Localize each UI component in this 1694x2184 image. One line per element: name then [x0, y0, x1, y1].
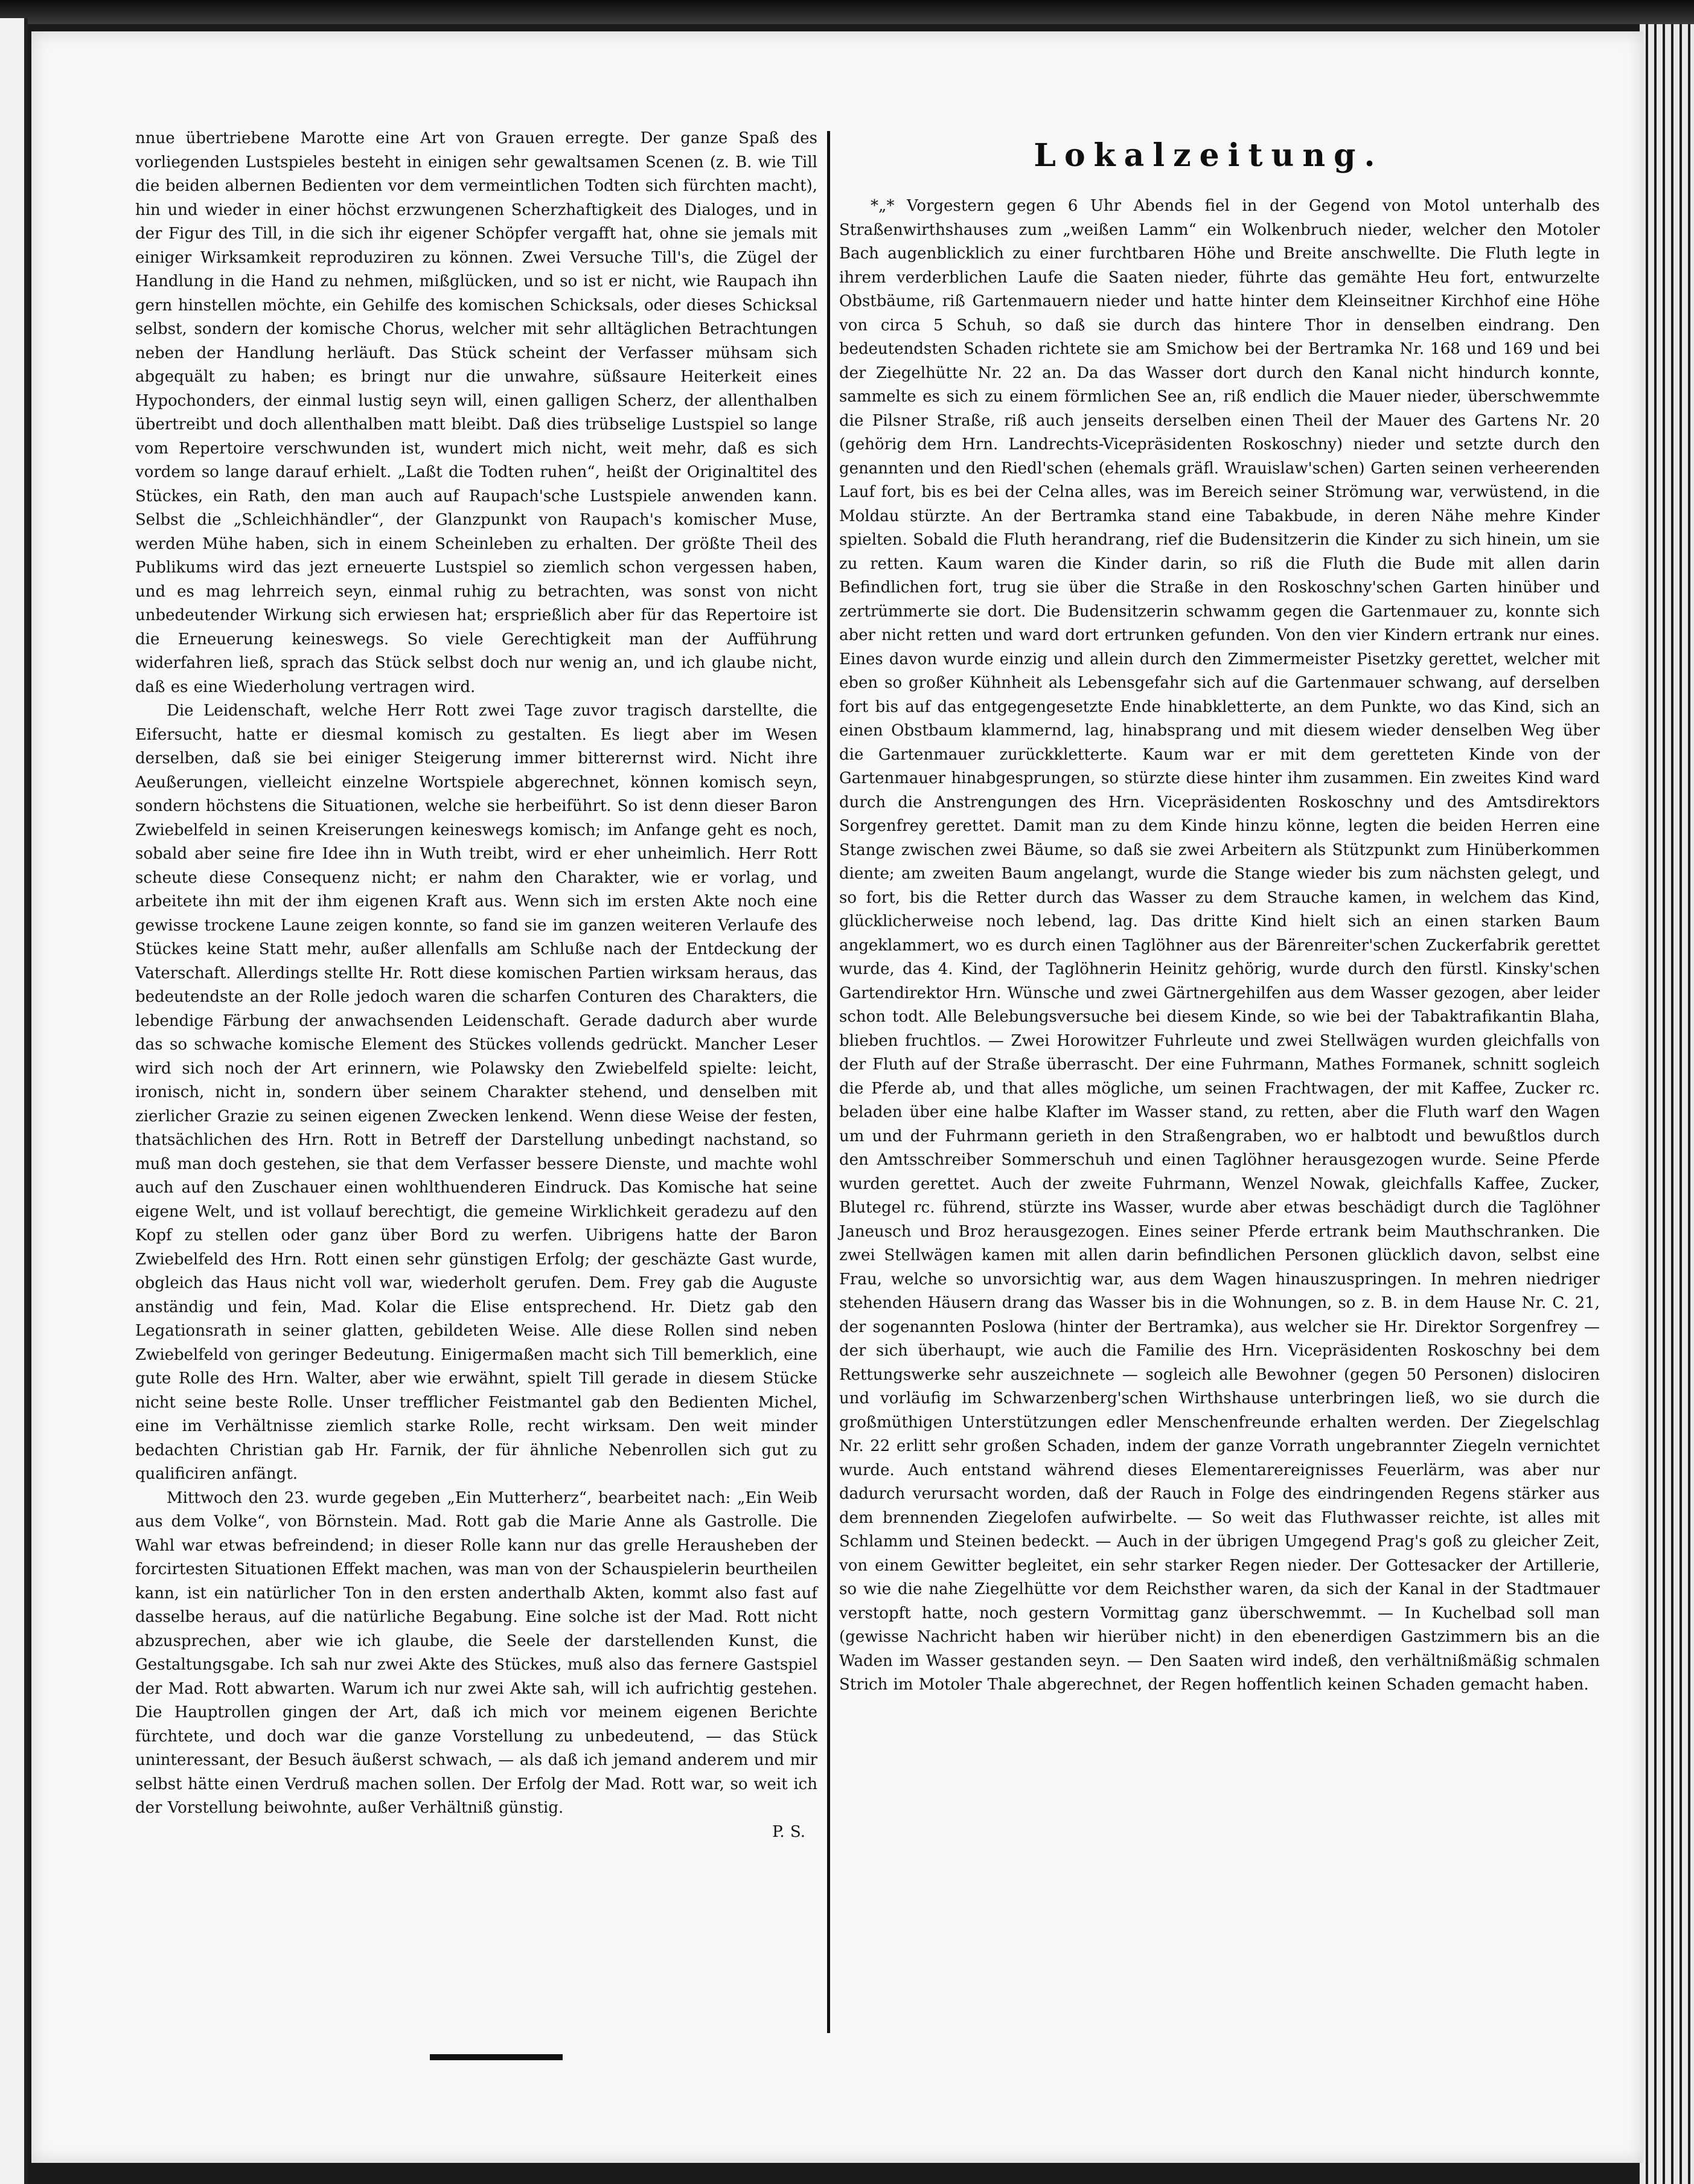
- scan-left-page-edge: [0, 18, 28, 2184]
- scan-top-edge: [0, 0, 1694, 24]
- left-column: [135, 127, 817, 1844]
- column-divider: [827, 131, 830, 2033]
- right-paragraph-1: *„* Vorgestern gegen 6 Uhr Abends fiel in der Gegend von Motol unterhalb des Straßenwirthshauses zum „weißen Lamm“ ein Wolkenbruch nieder, welcher den Motoler Bach augenblicklich zu einer furchtbaren Höhe und Breite anschwellte. Die Fluth legte in ihrem verderblichen Laufe die Saaten nieder, führte das gemähte Heu fort, entwurzelte Obstbäume, riß Gartenmauern nieder und hatte hinter dem Kleinseitner Kirchhof eine Höhe von circa 5 Schuh, so daß sie durch das hintere Thor in denselben eindrang. Den bedeutendsten Schaden richtete sie am Smichow bei der Bertramka Nr. 168 und 169 und bei der Ziegelhütte Nr. 22 an. Da das Wasser dort durch den Kanal nicht hindurch konnte, sammelte es sich zu einem förmlichen See an, riß endlich die Mauer nieder, überschwemmte die Pilsner Straße, riß auch jenseits derselben einen Theil der Mauer des Gartens Nr. 20 (gehörig dem Hrn. Landrechts-Vicepräsidenten Roskoschny) nieder und setzte durch den genannten und den Riedl'schen (ehemals gräfl. Wrauislaw'schen) Garten seinen verheerenden Lauf fort, bis es bei der Celna alles, was im Bereich seiner Strömung war, verwüstend, in die Moldau stürzte. An der Bertramka stand eine Tabakbude, in deren Nähe mehre Kinder spielten. Sobald die Fluth herandrang, rief die Budensitzerin die Kinder zu sich hinein, um sie zu retten. Kaum waren die Kinder darin, so riß die Fluth die Bude mit allen darin Befindlichen fort, trug sie über die Straße in den Roskoschny'schen Garten hinüber und zertrümmerte sie dort. Die Budensitzerin schwamm gegen die Gartenmauer zu, konnte sich aber nicht retten und ward dort ertrunken gefunden. Von den vier Kindern ertrank nur eines. Eines davon wurde einzig und allein durch den Zimmermeister Pisetzky gerettet, welcher mit eben so großer Kühnheit als Lebensgefahr sich auf die Gartenmauer schwang, auf derselben fort bis auf das entgegengesetzte Ende hinabkletterte, an dem Punkte, wo das Kind, sich an einen Obstbaum klammernd, lag, hinabsprang und mit diesem wieder denselben Weg über die Gartenmauer zurückkletterte. Kaum war er mit dem geretteten Kinde von der Gartenmauer hinabgesprungen, so stürzte diese hinter ihm zusammen. Ein zweites Kind ward durch die Anstrengungen des Hrn. Vicepräsidenten Roskoschny und des Amtsdirektors Sorgenfrey gerettet. Damit man zu dem Kinde hinzu könne, legten die beiden Herren eine Stange zwischen zwei Bäume, so daß sie zwei Arbeitern als Stützpunkt zum Hinüberkommen diente; am zweiten Baum angelangt, wurde die Stange wieder bis zum nächsten gelegt, und so fort, bis die Retter durch das Wasser zu dem Strauche kamen, in welchem das Kind, glücklicherweise noch lebend, lag. Das dritte Kind hielt sich an einen starken Baum angeklammert, wo es durch einen Taglöhner aus der Bärenreiter'schen Zuckerfabrik gerettet wurde, das 4. Kind, der Taglöhnerin Heinitz gehörig, wurde durch den fürstl. Kinsky'schen Gartendirektor Hrn. Wünsche und zwei Gärtnergehilfen aus dem Wasser gezogen, aber leider schon todt. Alle Belebungsversuche bei diesem Kinde, so wie bei der Tabaktrafikantin Blaha, blieben fruchtlos. — Zwei Horowitzer Fuhrleute und zwei Stellwägen wurden gleichfalls von der Fluth auf der Straße überrascht. Der eine Fuhrmann, Mathes Formanek, schnitt sogleich die Pferde ab, und that alles mögliche, um seinen Frachtwagen, der mit Kaffee, Zucker rc. beladen über eine halbe Klafter im Wasser stand, zu retten, aber die Fluth warf den Wagen um und der Fuhrmann gerieth in den Straßengraben, wo er halbtodt und bewußtlos durch den Amtsschreiber Sommerschuh und einen Taglöhner herausgezogen wurde. Seine Pferde wurden gerettet. Auch der zweite Fuhrmann, Wenzel Nowak, gleichfalls Kaffee, Zucker, Blutegel rc. führend, stürzte ins Wasser, wurde aber etwas beschädigt durch die Taglöhner Janeusch und Broz herausgezogen. Eines seiner Pferde ertrank beim Mauthschranken. Die zwei Stellwägen kamen mit allen darin befindlichen Personen glücklich davon, selbst eine Frau, welche so unvorsichtig war, aus dem Wagen hinauszuspringen. In mehren niedriger stehenden Häusern drang das Wasser bis in die Wohnungen, so z. B. in dem Hause Nr. C. 21, der sogenannten Poslowa (hinter der Bertramka), aus welcher sie Hr. Direktor Sorgenfrey — der sich überhaupt, wie auch die Familie des Hrn. Vicepräsidenten Roskoschny bei dem Rettungswerke sehr auszeichnete — sogleich alle Bewohner (gegen 50 Personen) dislociren und vorläufig im Schwarzenberg'schen Wirthshause unterbringen ließ, wo sie durch die großmüthigen Unterstützungen edler Menschenfreunde erhalten werden. Der Ziegelschlag Nr. 22 erlitt sehr großen Schaden, indem der ganze Vorrath ungebrannter Ziegeln vernichtet wurde. Auch entstand während dieses Elementarereignisses Feuerlärm, was aber nur dadurch verursacht worden, daß der Rauch in Folge des eindringenden Regens stärker aus dem brennenden Ziegelofen aufwirbelte. — So weit das Fluthwasser reichte, ist alles mit Schlamm und Steinen bedeckt. — Auch in der übrigen Umgegend Prag's goß zu gleicher Zeit, von einem Gewitter begleitet, ein sehr starker Regen nieder. Der Gottesacker der Artillerie, so wie die nahe Ziegelhütte vor dem Reichsther waren, da sich der Kanal in der Stadtmauer verstopft hatte, noch gestern Vormittag ganz überschwemmt. — In Kuchelbad soll man (gewisse Nachricht haben wir hierüber nicht) in den ebenerdigen Gastzimmern bis an die Waden im Wasser gestanden seyn. — Den Saaten wird indeß, den verhältnißmäßig schmalen Strich im Motoler Thale abgerechnet, der Regen hoffentlich keinen Schaden gemacht haben.: [839, 197, 1600, 1694]
- article-end-rule: [430, 2054, 563, 2060]
- section-heading: Lokalzeitung.: [1034, 137, 1384, 174]
- left-paragraph-3: Mittwoch den 23. wurde gegeben „Ein Mutterherz“, bearbeitet nach: „Ein Weib aus dem Volke“, von Börnstein. Mad. Rott gab die Marie Anne als Gastrolle. Die Wahl war etwas befreindend; in dieser Rolle kann nur das grelle Herausheben der forcirtesten Situationen Effekt machen, was man von der Schauspielerin beurtheilen kann, ist ein natürlicher Ton in den ersten anderthalb Akten, kommt also fast auf dasselbe heraus, auf die natürliche Begabung. Eine solche ist der Mad. Rott nicht abzusprechen, aber wie ich glaube, die Seele der darstellenden Kunst, die Gestaltungsgabe. Ich sah nur zwei Akte des Stückes, muß also das fernere Gastspiel der Mad. Rott abwarten. Warum ich nur zwei Akte sah, will ich aufrichtig gestehen. Die Hauptrollen gingen der Art, daß ich mich vor meinem eigenen Berichte fürchtete, und doch war die ganze Vorstellung zu unbedeutend, — das Stück uninteressant, der Besuch äußerst schwach, — als daß ich jemand anderem und mir selbst hätte einen Verdruß machen sollen. Der Erfolg der Mad. Rott war, so weit ich der Vorstellung beiwohnte, außer Verhältniß günstig.: [135, 1488, 817, 1817]
- scan-right-page-stack: [1640, 24, 1694, 2184]
- newspaper-page: [31, 31, 1643, 2163]
- left-paragraph-1: nnue übertriebene Marotte eine Art von Grauen erregte. Der ganze Spaß des vorliegenden Lustspieles besteht in einigen sehr gewaltsamen Scenen (z. B. wie Till die beiden albernen Bedienten vor dem vermeintlichen Todten sich fürchten macht), hin und wieder in einer höchst erzwungenen Scherzhaftigkeit des Dialoges, und in der Figur des Till, in die sich ihr eigener Schöpfer vergafft hat, ohne sie jemals mit einiger Wirksamkeit reproduziren zu können. Zwei Versuche Till's, die Zügel der Handlung in die Hand zu nehmen, mißglücken, und so ist er nicht, wie Raupach ihn gern hinstellen möchte, ein Gehilfe des komischen Schicksals, oder dieses Schicksal selbst, sondern der komische Chorus, welcher mit sehr alltäglichen Betrachtungen neben der Handlung herläuft. Das Stück scheint der Verfasser mühsam sich abgequält zu haben; es bringt nur die unwahre, süßsaure Heiterkeit eines Hypochonders, der einmal lustig seyn will, einen galligen Scherz, der allenthalben übertreibt und doch allenthalben matt bleibt. Daß dies trübselige Lustspiel so lange vom Repertoire verschwunden ist, wundert mich nicht, weit mehr, daß es sich vordem so lange darauf erhielt. „Laßt die Todten ruhen“, heißt der Originaltitel des Stückes, ein Rath, den man auch auf Raupach'sche Lustspiele anwenden kann. Selbst die „Schleichhändler“, der Glanzpunkt von Raupach's komischer Muse, werden Mühe haben, sich in einem Scheinleben zu erhalten. Der größte Theil des Publikums wird das jezt erneuerte Lustspiel so ziemlich schon vergessen haben, und es mag lehrreich seyn, einmal ruhig zu betrachten, was sonst von nicht unbedeutender Wirkung sich erwiesen hat; ersprießlich aber für das Repertoire ist die Erneuerung keineswegs. So viele Gerechtigkeit man der Aufführung widerfahren ließ, sprach das Stück selbst doch nur wenig an, und ich glaube nicht, daß es eine Wiederholung vertragen wird.: [135, 129, 817, 696]
- left-paragraph-2: Die Leidenschaft, welche Herr Rott zwei Tage zuvor tragisch darstellte, die Eifersucht, hatte er diesmal komisch zu gestalten. Es liegt aber im Wesen derselben, daß sie bei einiger Steigerung immer bitterernst wird. Nicht ihre Aeußerungen, vielleicht einzelne Wortspiele abgerechnet, können komisch seyn, sondern höchstens die Situationen, welche sie herbeiführt. So ist denn dieser Baron Zwiebelfeld in seinen Kreiserungen keineswegs komisch; im Anfange geht es noch, sobald aber seine fire Idee ihn in Wuth treibt, wird er eher unheimlich. Herr Rott scheute diese Consequenz nicht; er nahm den Charakter, wie er vorlag, und arbeitete ihn mit der ihm eigenen Kraft aus. Wenn sich im ersten Akte noch eine gewisse trockene Laune zeigen konnte, so fand sie im ganzen weiteren Verlaufe des Stückes keine Statt mehr, außer allenfalls am Schluße nach der Entdeckung der Vaterschaft. Allerdings stellte Hr. Rott diese komischen Partien wirksam heraus, das bedeutendste an der Rolle jedoch waren die scharfen Conturen des Charakters, die lebendige Färbung der anwachsenden Leidenschaft. Gerade dadurch aber wurde das so schwache komische Element des Stückes vollends gedrückt. Mancher Leser wird sich noch der Art erinnern, wie Polawsky den Zwiebelfeld spielte: leicht, ironisch, nicht in, sondern über seinem Charakter stehend, und denselben mit zierlicher Grazie zu seinen eigenen Zwecken lenkend. Wenn diese Weise der festen, thatsächlichen des Hrn. Rott in Betreff der Darstellung unbedingt nachstand, so muß man doch gestehen, sie that dem Verfasser bessere Dienste, und machte wohl auch auf den Zuschauer einen wohlthuenderen Eindruck. Das Komische hat seine eigene Welt, und ist vollauf berechtigt, die gemeine Wirklichkeit geradezu auf den Kopf zu stellen oder ganz über Bord zu werfen. Uibrigens hatte der Baron Zwiebelfeld des Hrn. Rott einen sehr günstigen Erfolg; der geschäzte Gast wurde, obgleich das Haus nicht voll war, wiederholt gerufen. Dem. Frey gab die Auguste anständig und fein, Mad. Kolar die Elise entsprechend. Hr. Dietz gab den Legationsrath in seiner glatten, gebildeten Weise. Alle diese Rollen sind neben Zwiebelfeld von geringer Bedeutung. Einigermaßen macht sich Till bemerklich, eine gute Rolle des Hrn. Walter, aber wie erwähnt, spielt Till gerade in diesem Stücke nicht seine beste Rolle. Unser trefflicher Feistmantel gab den Bedienten Michel, eine im Verhältnisse ziemlich starke Rolle, recht wirksam. Den weit minder bedachten Christian gab Hr. Farnik, der für ähnliche Nebenrollen sich gut zu qualificiren anfängt.: [135, 702, 817, 1483]
- author-signature: P. S.: [772, 1822, 805, 1841]
- right-column: [839, 194, 1600, 1697]
